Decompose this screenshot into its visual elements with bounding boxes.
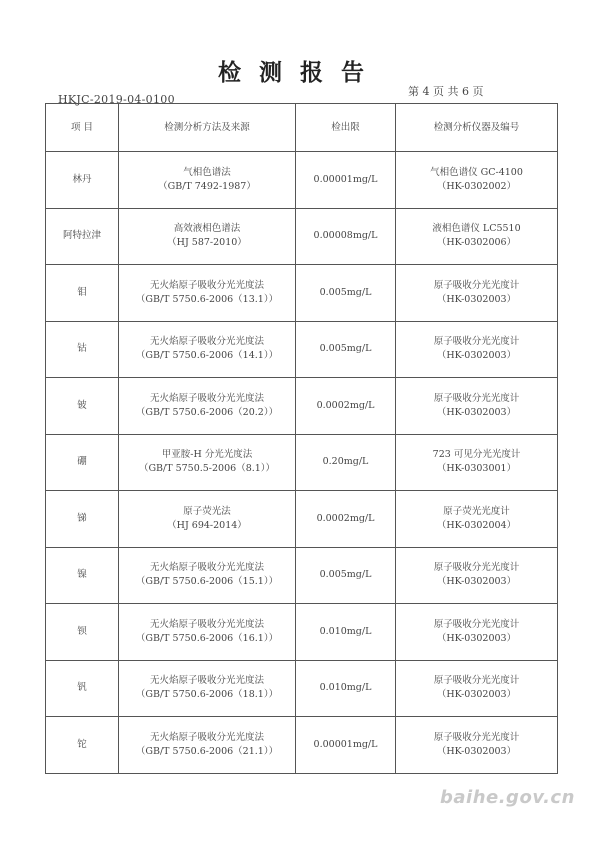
limit-cell bbox=[296, 378, 396, 435]
instrument-id: （HK-0302003） bbox=[436, 576, 517, 588]
item-cell bbox=[46, 604, 119, 661]
limit-cell bbox=[296, 491, 396, 548]
method-name: 甲亚胺-H 分光光度法 bbox=[161, 449, 253, 461]
detection-limit: 0.005mg/L bbox=[319, 569, 372, 581]
detection-limit: 0.00008mg/L bbox=[313, 230, 378, 242]
item-cell bbox=[46, 434, 119, 491]
item-cell bbox=[46, 378, 119, 435]
detection-limit: 0.00001mg/L bbox=[313, 738, 378, 750]
table-row bbox=[46, 491, 558, 548]
item-cell bbox=[46, 660, 119, 717]
table-row bbox=[46, 208, 558, 265]
table-row bbox=[46, 152, 558, 209]
header-detection-limit: 检出限 bbox=[296, 104, 396, 152]
instrument-cell bbox=[396, 491, 558, 548]
method-reference: （GB/T 5750.6-2006（14.1）） bbox=[135, 350, 279, 362]
item-cell bbox=[46, 717, 119, 774]
item-cell bbox=[46, 208, 119, 265]
instrument-cell bbox=[396, 265, 558, 322]
detection-limit: 0.0002mg/L bbox=[316, 399, 375, 411]
instrument-cell bbox=[396, 378, 558, 435]
document-code: HKJC-2019-04-0100 bbox=[58, 93, 175, 106]
method-reference: （HJ 694-2014） bbox=[167, 519, 247, 531]
detection-limit: 0.010mg/L bbox=[319, 682, 372, 694]
instrument-name: 723 可见分光光度计 bbox=[432, 449, 521, 461]
table-row bbox=[46, 378, 558, 435]
instrument-name: 原子吸收分光光度计 bbox=[433, 336, 520, 348]
item-cell bbox=[46, 265, 119, 322]
method-reference: （GB/T 5750.6-2006（21.1）） bbox=[135, 745, 279, 757]
instrument-cell bbox=[396, 604, 558, 661]
instrument-id: （HK-0302003） bbox=[436, 632, 517, 644]
method-reference: （GB/T 5750.6-2006（16.1）） bbox=[135, 632, 279, 644]
instrument-id: （HK-0302004） bbox=[436, 519, 517, 531]
report-title: 检测报告 bbox=[218, 59, 382, 86]
detection-limit: 0.20mg/L bbox=[322, 456, 369, 468]
instrument-cell bbox=[396, 152, 558, 209]
instrument-name: 原子吸收分光光度计 bbox=[433, 562, 520, 574]
instrument-id: （HK-0302003） bbox=[436, 293, 517, 305]
instrument-cell bbox=[396, 321, 558, 378]
instrument-id: （HK-0302003） bbox=[436, 689, 517, 701]
method-reference: （GB/T 5750.6-2006（20.2）） bbox=[135, 406, 279, 418]
instrument-name: 液相色谱仪 LC5510 bbox=[432, 223, 521, 235]
instrument-cell bbox=[396, 547, 558, 604]
item-name: 钒 bbox=[77, 682, 87, 694]
limit-cell bbox=[296, 717, 396, 774]
method-name: 无火焰原子吸收分光光度法 bbox=[149, 731, 264, 743]
instrument-name: 原子吸收分光光度计 bbox=[433, 731, 520, 743]
method-name: 无火焰原子吸收分光光度法 bbox=[149, 336, 264, 348]
item-name: 钡 bbox=[77, 625, 87, 637]
item-cell bbox=[46, 547, 119, 604]
instrument-id: （HK-0302003） bbox=[436, 350, 517, 362]
table-row bbox=[46, 547, 558, 604]
instrument-name: 原子吸收分光光度计 bbox=[433, 618, 520, 630]
method-cell bbox=[119, 547, 296, 604]
site-watermark: baihe.gov.cn bbox=[440, 787, 575, 808]
limit-cell bbox=[296, 547, 396, 604]
limit-cell bbox=[296, 660, 396, 717]
table-row bbox=[46, 660, 558, 717]
table-row bbox=[46, 265, 558, 322]
method-cell bbox=[119, 208, 296, 265]
test-methods-table bbox=[45, 103, 558, 774]
detection-limit: 0.005mg/L bbox=[319, 343, 372, 355]
item-name: 钴 bbox=[77, 343, 87, 355]
item-cell bbox=[46, 152, 119, 209]
item-name: 林丹 bbox=[72, 173, 92, 185]
method-reference: （HJ 587-2010） bbox=[167, 237, 247, 249]
method-name: 高效液相色谱法 bbox=[173, 223, 241, 235]
item-name: 硼 bbox=[77, 456, 87, 468]
item-name: 铊 bbox=[77, 738, 87, 750]
method-reference: （GB/T 5750.6-2006（13.1）） bbox=[135, 293, 279, 305]
instrument-id: （HK-0302002） bbox=[436, 180, 517, 192]
instrument-cell bbox=[396, 208, 558, 265]
method-cell bbox=[119, 434, 296, 491]
method-reference: （GB/T 5750.6-2006（15.1）） bbox=[135, 576, 279, 588]
instrument-name: 原子吸收分光光度计 bbox=[433, 675, 520, 687]
instrument-id: （HK-0302003） bbox=[436, 406, 517, 418]
method-reference: （GB/T 7492-1987） bbox=[158, 180, 256, 192]
method-name: 无火焰原子吸收分光光度法 bbox=[149, 618, 264, 630]
method-name: 气相色谱法 bbox=[183, 166, 231, 178]
table-row bbox=[46, 717, 558, 774]
instrument-id: （HK-0302006） bbox=[436, 237, 517, 249]
table-row bbox=[46, 604, 558, 661]
method-reference: （GB/T 5750.5-2006（8.1）） bbox=[138, 463, 276, 475]
limit-cell bbox=[296, 434, 396, 491]
instrument-id: （HK-0302003） bbox=[436, 745, 517, 757]
detection-limit: 0.00001mg/L bbox=[313, 173, 378, 185]
instrument-cell bbox=[396, 660, 558, 717]
item-name: 镍 bbox=[77, 569, 87, 581]
header-method: 检测分析方法及来源 bbox=[119, 104, 296, 152]
limit-cell bbox=[296, 321, 396, 378]
method-cell bbox=[119, 660, 296, 717]
method-name: 无火焰原子吸收分光光度法 bbox=[149, 392, 264, 404]
page-number: 第 4 页 共 6 页 bbox=[408, 85, 484, 98]
header-instrument: 检测分析仪器及编号 bbox=[396, 104, 558, 152]
item-cell bbox=[46, 321, 119, 378]
limit-cell bbox=[296, 208, 396, 265]
detection-limit: 0.010mg/L bbox=[319, 625, 372, 637]
item-name: 铍 bbox=[77, 399, 87, 411]
method-cell bbox=[119, 265, 296, 322]
instrument-cell bbox=[396, 434, 558, 491]
method-name: 无火焰原子吸收分光光度法 bbox=[149, 279, 264, 291]
item-name: 钼 bbox=[77, 286, 87, 298]
instrument-name: 原子吸收分光光度计 bbox=[433, 392, 520, 404]
instrument-name: 气相色谱仪 GC-4100 bbox=[430, 166, 523, 178]
instrument-name: 原子荧光光度计 bbox=[443, 505, 510, 517]
instrument-name: 原子吸收分光光度计 bbox=[433, 279, 520, 291]
method-cell bbox=[119, 604, 296, 661]
method-cell bbox=[119, 321, 296, 378]
item-cell bbox=[46, 491, 119, 548]
detection-limit: 0.0002mg/L bbox=[316, 512, 375, 524]
table-header-row bbox=[46, 104, 558, 152]
method-name: 原子荧光法 bbox=[183, 505, 231, 517]
table-row bbox=[46, 321, 558, 378]
item-name: 锑 bbox=[77, 512, 87, 524]
instrument-id: （HK-0303001） bbox=[436, 463, 517, 475]
item-name: 阿特拉津 bbox=[62, 230, 101, 242]
limit-cell bbox=[296, 152, 396, 209]
method-cell bbox=[119, 491, 296, 548]
limit-cell bbox=[296, 604, 396, 661]
instrument-cell bbox=[396, 717, 558, 774]
method-cell bbox=[119, 378, 296, 435]
method-name: 无火焰原子吸收分光光度法 bbox=[149, 675, 264, 687]
table-row bbox=[46, 434, 558, 491]
method-reference: （GB/T 5750.6-2006（18.1）） bbox=[135, 689, 279, 701]
method-cell bbox=[119, 152, 296, 209]
method-cell bbox=[119, 717, 296, 774]
detection-limit: 0.005mg/L bbox=[319, 286, 372, 298]
header-item: 项 目 bbox=[46, 104, 119, 152]
method-name: 无火焰原子吸收分光光度法 bbox=[149, 562, 264, 574]
limit-cell bbox=[296, 265, 396, 322]
